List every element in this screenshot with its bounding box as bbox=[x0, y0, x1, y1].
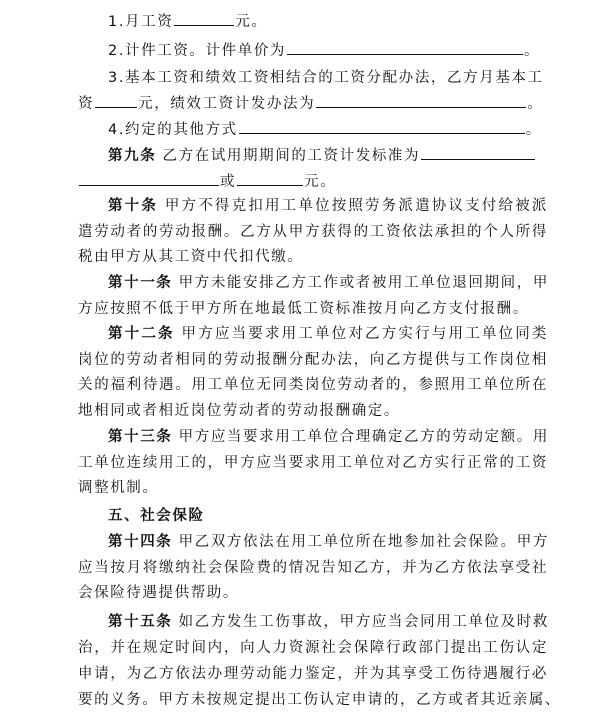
wage-item-3-middle: 元，绩效工资计发办法为 bbox=[138, 96, 316, 112]
wage-item-4 bbox=[108, 116, 578, 142]
article-11-text-1: 甲方未能安排乙方工作或者被用工单位退回期间，甲 bbox=[178, 275, 549, 291]
wage-item-3-text: 3.基本工资和绩效工资相结合的工资分配办法，乙方月基本工 bbox=[108, 70, 544, 86]
article-14-text-1: 甲乙双方依法在用工单位所在地参加社会保险。甲方 bbox=[178, 534, 549, 550]
probation-wage-blank-2 bbox=[79, 168, 219, 186]
probation-wage-blank-1 bbox=[421, 142, 535, 160]
wage-item-4-label: 4.约定的其他方式 bbox=[108, 122, 238, 138]
article-11-line-2: 方应按照不低于甲方所在地最低工资标准按月向乙方支付报酬。 bbox=[78, 301, 529, 317]
article-12-line-1 bbox=[108, 321, 548, 347]
wage-item-4-end: 。 bbox=[525, 122, 542, 138]
article-10-line-1 bbox=[108, 193, 548, 219]
article-12-line-3: 关的福利待遇。用工单位无同类岗位劳动者的，参照用工单位所在 bbox=[78, 377, 548, 393]
wage-item-1-unit: 元。 bbox=[235, 14, 268, 30]
probation-wage-blank-3 bbox=[237, 168, 303, 186]
wage-item-1-label: 1.月工资 bbox=[108, 14, 174, 30]
article-9-text: 乙方在试用期期间的工资计发标准为 bbox=[162, 148, 421, 164]
article-14-line-3: 会保险待遇提供帮助。 bbox=[78, 585, 239, 601]
article-15-line-1 bbox=[108, 609, 548, 635]
article-14-heading: 第十四条 bbox=[108, 534, 173, 550]
article-14-line-2: 应当按月将缴纳社会保险费的情况告知乙方，并为乙方依法享受社 bbox=[78, 560, 548, 576]
article-14-line-1 bbox=[108, 529, 548, 555]
article-9-or: 或 bbox=[220, 174, 237, 190]
article-9-unit: 元。 bbox=[304, 174, 337, 190]
article-12-line-4: 地相同或者相近岗位劳动者的劳动报酬确定。 bbox=[78, 403, 400, 419]
article-12-heading: 第十二条 bbox=[108, 326, 175, 342]
article-13-line-1 bbox=[108, 424, 548, 450]
article-15-text-1: 如乙方发生工伤事故，甲方应当会同用工单位及时救 bbox=[178, 614, 549, 630]
article-10-heading: 第十条 bbox=[108, 198, 159, 214]
article-13-heading: 第十三条 bbox=[108, 429, 173, 445]
article-15-heading: 第十五条 bbox=[108, 614, 173, 630]
article-9-heading: 第九条 bbox=[108, 148, 157, 164]
article-10-text-1: 甲方不得克扣用工单位按照劳务派遣协议支付给被派 bbox=[164, 198, 548, 214]
wage-item-2-label: 2.计件工资。计件单价为 bbox=[108, 43, 287, 59]
wage-item-1 bbox=[108, 8, 578, 34]
base-wage-blank bbox=[95, 90, 137, 108]
monthly-wage-blank bbox=[174, 8, 234, 26]
wage-item-3-end: 。 bbox=[527, 96, 544, 112]
article-15-line-2: 治，并在规定时间内，向人力资源社会保障行政部门提出工伤认定 bbox=[78, 640, 548, 656]
article-9-line-2 bbox=[78, 168, 548, 194]
article-13-line-2: 工单位连续用工的，甲方应当要求用工单位对乙方实行正常的工资 bbox=[78, 455, 548, 471]
article-10-line-3: 税由甲方从其工资中代扣代缴。 bbox=[78, 249, 304, 265]
article-13-text-1: 甲方应当要求用工单位合理确定乙方的劳动定额。用 bbox=[178, 429, 549, 445]
article-15-line-3: 申请，为乙方依法办理劳动能力鉴定，并为其享受工伤待遇履行必 bbox=[78, 666, 548, 682]
article-15-line-4: 要的义务。甲方未按规定提出工伤认定申请的，乙方或者其近亲属、 bbox=[78, 692, 561, 708]
article-12-text-1: 甲方应当要求用工单位对乙方实行与用工单位同类 bbox=[181, 326, 548, 342]
article-9-line-1 bbox=[108, 142, 578, 168]
article-10-line-2: 遣劳动者的劳动报酬。乙方从甲方获得的工资依法承担的个人所得 bbox=[78, 224, 548, 240]
article-11-line-1 bbox=[108, 270, 548, 296]
article-13-line-3: 调整机制。 bbox=[78, 480, 159, 496]
wage-item-3-prefix: 资 bbox=[78, 96, 95, 112]
other-method-blank bbox=[239, 116, 525, 134]
wage-item-2 bbox=[108, 37, 578, 63]
piece-rate-blank bbox=[287, 37, 523, 55]
wage-item-3-line-2 bbox=[78, 90, 548, 116]
article-12-line-2: 岗位的劳动者相同的劳动报酬分配办法，向乙方提供与工作岗位相 bbox=[78, 352, 548, 368]
wage-item-2-end: 。 bbox=[524, 43, 541, 59]
wage-item-3-line-1 bbox=[108, 65, 578, 91]
section-5-heading: 五、社会保险 bbox=[108, 508, 205, 524]
performance-pay-blank bbox=[316, 90, 526, 108]
article-11-heading: 第十一条 bbox=[108, 275, 173, 291]
